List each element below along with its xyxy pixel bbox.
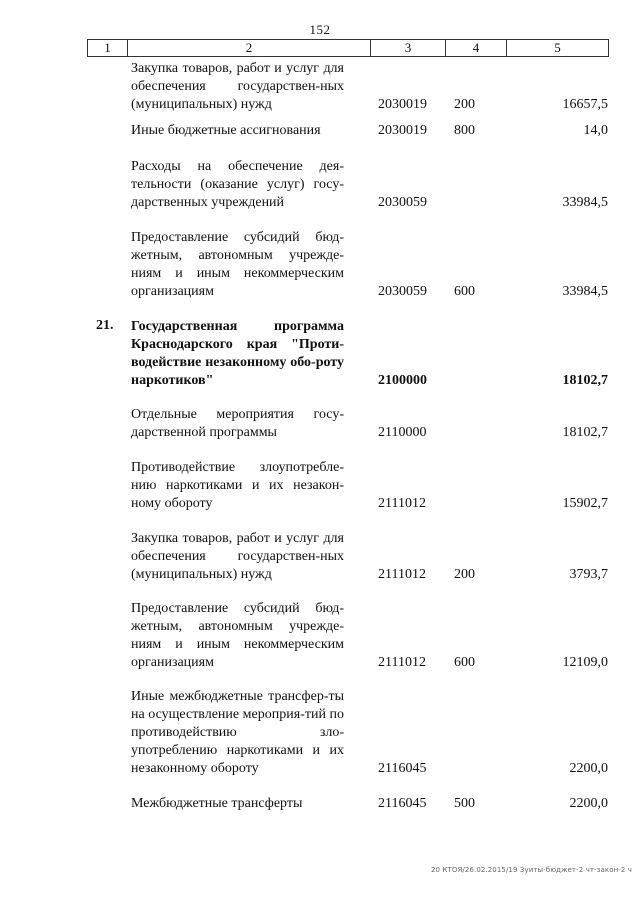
page-number: 152 [309, 22, 331, 37]
table-row [0, 688, 640, 778]
row-type: 200 [454, 567, 475, 582]
table-row [0, 406, 640, 442]
row-number: 21. [96, 318, 114, 333]
row-amount: 2200,0 [569, 761, 608, 776]
row-type: 500 [454, 796, 475, 811]
row-amount: 18102,7 [562, 425, 608, 440]
table-row [0, 600, 640, 672]
row-type: 800 [454, 123, 475, 138]
row-code: 2030059 [378, 195, 427, 210]
table-row [0, 60, 640, 114]
row-code: 2116045 [378, 761, 427, 776]
row-amount: 14,0 [583, 123, 608, 138]
row-code: 2111012 [378, 567, 426, 582]
row-description: Межбюджетные трансферты [131, 796, 303, 811]
table-row [0, 459, 640, 513]
row-code: 2111012 [378, 496, 426, 511]
table-row [0, 229, 640, 301]
row-type: 600 [454, 655, 475, 670]
header-col-1: 1 [88, 40, 128, 56]
row-description: Расходы на обеспечение дея-тельности (оказание услуг) госу-дарственных учреждений [131, 159, 344, 210]
row-amount: 18102,7 [562, 373, 608, 388]
table-row [0, 530, 640, 584]
row-description: Предоставление субсидий бюд-жетным, автономным учрежде-ниям и иным некоммерческим организациям [131, 230, 344, 299]
table-row [0, 158, 640, 212]
row-amount: 3793,7 [569, 567, 608, 582]
row-code: 2116045 [378, 796, 427, 811]
row-description: Закупка товаров, работ и услуг для обеспечения государствен-ных (муниципальных) нужд [131, 61, 344, 112]
row-code: 2030019 [378, 123, 427, 138]
row-code: 2030059 [378, 284, 427, 299]
table-row-program [0, 318, 640, 390]
row-code: 2100000 [378, 373, 427, 388]
row-description: Закупка товаров, работ и услуг для обеспечения государствен-ных (муниципальных) нужд [131, 531, 344, 582]
row-code: 2030019 [378, 97, 427, 112]
row-amount: 2200,0 [569, 796, 608, 811]
row-amount: 33984,5 [562, 195, 608, 210]
header-col-2: 2 [128, 40, 371, 56]
header-col-4: 4 [446, 40, 507, 56]
row-amount: 12109,0 [562, 655, 608, 670]
row-amount: 16657,5 [562, 97, 608, 112]
row-description: Предоставление субсидий бюд-жетным, автономным учрежде-ниям и иным некоммерческим организациям [131, 601, 344, 670]
row-description: Противодействие злоупотребле-нию наркотиками и их незакон-ному обороту [131, 460, 344, 511]
header-col-3: 3 [371, 40, 446, 56]
row-type: 600 [454, 284, 475, 299]
footer-file-stamp: 20 КТОЯ/26.02.2015/19 Зуиты-бюджет-2 чт-закон-2 ч [430, 866, 632, 874]
row-amount: 15902,7 [562, 496, 608, 511]
row-description: Иные бюджетные ассигнования [131, 123, 321, 138]
row-code: 2110000 [378, 425, 427, 440]
row-amount: 33984,5 [562, 284, 608, 299]
table-row [0, 122, 640, 140]
header-col-5: 5 [554, 40, 561, 55]
row-description: Государственная программа Краснодарского края "Проти-водействие незаконному обо-роту наркотиков" [131, 319, 344, 388]
row-code: 2111012 [378, 655, 426, 670]
table-row [0, 795, 640, 813]
row-description: Отдельные мероприятия госу-дарственной программы [131, 407, 344, 440]
row-description: Иные межбюджетные трансфер-ты на осуществление мероприя-тий по противодействию зло-употреблению наркотиками и их незаконному обороту [131, 689, 344, 776]
row-type: 200 [454, 97, 475, 112]
table-header [87, 39, 609, 57]
